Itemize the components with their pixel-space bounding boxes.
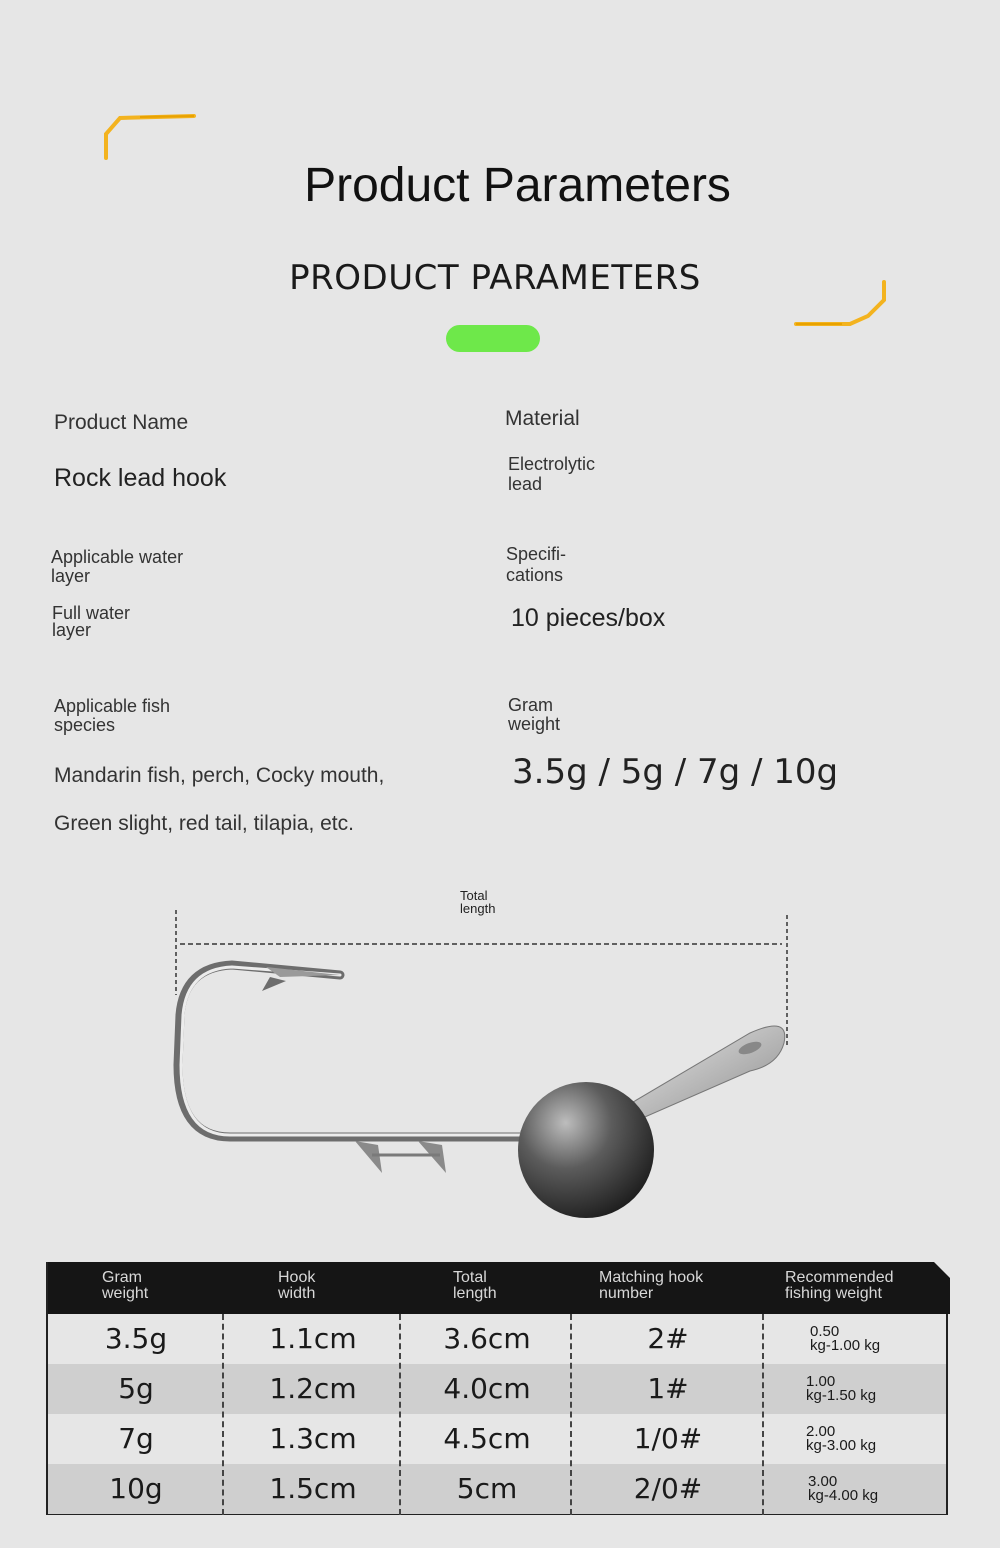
table-header (48, 1262, 950, 1314)
hook-diagram (150, 905, 830, 1225)
corner-bracket-top-left-icon (100, 110, 200, 162)
cell-total-length: 4.5cm (443, 1422, 531, 1455)
total-length-label: Total length (460, 888, 496, 916)
accent-pill (446, 325, 540, 352)
fish-species-line-1: Mandarin fish, perch, Cocky mouth, (54, 764, 385, 787)
spec-table (46, 1262, 948, 1515)
specifications-label: Specifi- cations (506, 544, 567, 585)
cell-hook-number: 2# (647, 1322, 689, 1355)
water-layer-label: Applicable water layer (51, 547, 184, 586)
table-row (48, 1364, 946, 1414)
cell-gram-weight: 5g (118, 1372, 154, 1405)
cell-hook-width: 1.1cm (269, 1322, 357, 1355)
gram-weight-label: Gram weight (508, 695, 561, 734)
column-divider (399, 1314, 401, 1515)
material-value: Electrolytic lead (508, 454, 596, 494)
col-header-total-length: Total length (453, 1269, 497, 1302)
cell-total-length: 5cm (456, 1472, 518, 1505)
specifications-value: 10 pieces/box (511, 604, 666, 632)
header-corner-notch-icon (934, 1262, 950, 1278)
cell-gram-weight: 3.5g (104, 1322, 168, 1355)
cell-total-length: 4.0cm (443, 1372, 531, 1405)
cell-hook-number: 1# (647, 1372, 689, 1405)
table-row (48, 1314, 946, 1364)
fish-species-label: Applicable fish species (54, 696, 171, 735)
table-row (48, 1414, 946, 1464)
cell-recommended-weight: 0.50 kg-1.00 kg (810, 1323, 881, 1354)
col-header-gram-weight: Gram weight (102, 1269, 149, 1302)
cell-hook-width: 1.2cm (269, 1372, 357, 1405)
column-divider (762, 1314, 764, 1515)
product-name-label: Product Name (54, 411, 189, 434)
col-header-hook-width: Hook width (278, 1269, 316, 1302)
cell-recommended-weight: 1.00 kg-1.50 kg (806, 1373, 877, 1404)
water-layer-value: Full water layer (52, 603, 131, 640)
page-title: Product Parameters (304, 159, 731, 212)
cell-total-length: 3.6cm (443, 1322, 531, 1355)
cell-hook-number: 1/0# (633, 1422, 703, 1455)
table-row (48, 1464, 946, 1514)
page-subtitle: PRODUCT PARAMETERS (289, 258, 701, 298)
cell-gram-weight: 7g (118, 1422, 154, 1455)
cell-gram-weight: 10g (109, 1472, 163, 1505)
fish-species-line-2: Green slight, red tail, tilapia, etc. (54, 812, 354, 835)
gram-weight-value: 3.5g / 5g / 7g / 10g (512, 752, 839, 792)
cell-recommended-weight: 2.00 kg-3.00 kg (806, 1423, 877, 1454)
cell-hook-width: 1.5cm (269, 1472, 357, 1505)
column-divider (570, 1314, 572, 1515)
col-header-recommended-weight: Recommended fishing weight (785, 1269, 894, 1302)
cell-hook-width: 1.3cm (269, 1422, 357, 1455)
material-label: Material (505, 407, 580, 430)
cell-hook-number: 2/0# (633, 1472, 703, 1505)
product-name-value: Rock lead hook (54, 464, 227, 492)
col-header-matching-hook: Matching hook number (599, 1269, 704, 1302)
column-divider (222, 1314, 224, 1515)
cell-recommended-weight: 3.00 kg-4.00 kg (808, 1473, 879, 1504)
